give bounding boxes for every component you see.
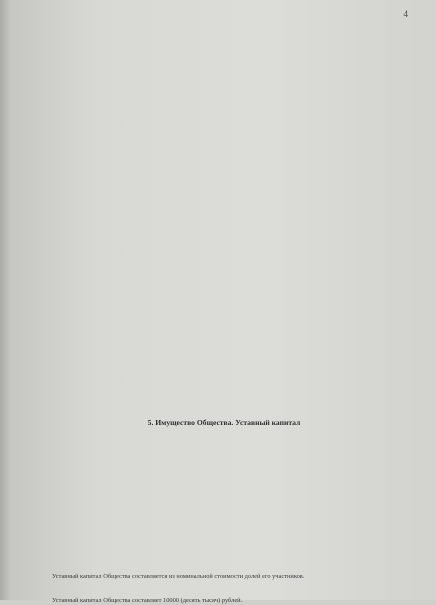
text-line [34,46,414,54]
text-line [34,344,414,352]
text-line [34,384,414,392]
text-line [34,400,414,408]
text-line [34,288,414,296]
text-line [34,485,414,493]
text-line [34,247,414,255]
text-line [34,541,414,549]
text-line [34,452,414,460]
text-line [34,62,414,70]
text-line [34,151,414,159]
body-text-before-heading [34,14,414,408]
text-line [34,436,414,444]
text-line [34,207,414,215]
text-line [34,509,414,517]
text-line [34,468,414,476]
text-line [34,336,414,344]
text-line [34,159,414,167]
page-number: 4 [403,9,408,19]
text-line [34,255,414,263]
text-line [34,328,414,336]
text-line [34,111,414,119]
text-line [34,444,414,452]
text-line [34,22,414,30]
text-line [34,239,414,247]
text-line [34,272,414,280]
text-line [34,549,414,557]
text-line: Уставный капитал Общества составляется из номинальной стоимости долей его участников. [52,573,305,581]
text-line [34,231,414,239]
text-line [34,191,414,199]
text-line [34,175,414,183]
text-line [34,565,414,573]
text-line [34,54,414,62]
text-line [34,167,414,175]
text-line [34,352,414,360]
text-line [34,312,414,320]
text-line [34,127,414,135]
text-line [34,103,414,111]
text-line [34,477,414,485]
text-line [34,38,414,46]
text-line [34,392,414,400]
text-line [34,368,414,376]
text-line [34,589,414,597]
text-line [34,94,414,102]
text-line [34,263,414,271]
text-line [34,78,414,86]
text-line [34,533,414,541]
text-line [34,143,414,151]
text-line [34,376,414,384]
text-line [34,135,414,143]
text-line [34,460,414,468]
text-line [34,280,414,288]
text-line [34,215,414,223]
text-line [34,70,414,78]
text-line [34,320,414,328]
text-line: Уставный капитал Общества составляет 10000 (десять тысяч) рублей. [52,597,243,605]
text-line [34,517,414,525]
text-line [34,525,414,533]
text-line [34,30,414,38]
text-line [34,199,414,207]
text-line [34,304,414,312]
text-line [34,557,414,565]
text-line [34,581,414,589]
page-fold-shadow [0,0,10,600]
text-line [34,14,414,22]
text-line [34,501,414,509]
text-line [34,493,414,501]
text-line [34,360,414,368]
body-text-after-heading [34,436,414,605]
text-line [34,183,414,191]
text-line [34,296,414,304]
section-heading: 5. Имущество Общества. Уставный капитал [147,418,301,428]
text-line [34,86,414,94]
text-line [34,119,414,127]
text-line [34,223,414,231]
